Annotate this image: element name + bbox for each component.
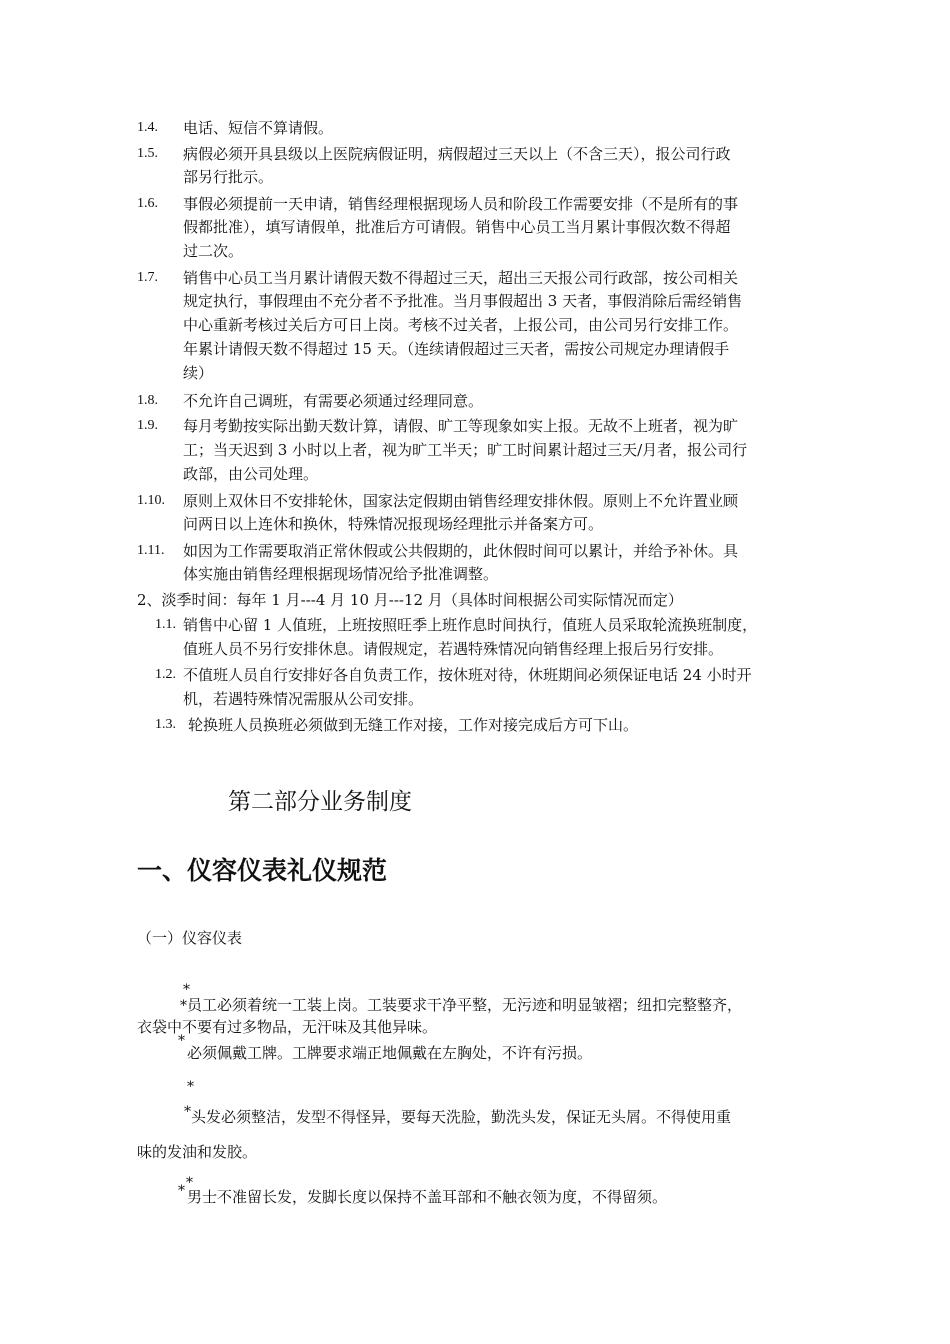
item-text: 工；当天迟到 3 小时以上者，视为旷工半天；旷工时间累计超过三天/月者，报公司行 [183,441,748,459]
chapter-title: 一、仪容仪表礼仪规范 [137,856,388,885]
item-number: 1.7. [137,270,158,285]
rule-text: 员工必须着统一工装上岗。工装要求干净平整，无污迹和明显皱褶；纽扣完整整齐， [187,996,743,1014]
bullet-marker: * [183,982,190,998]
item-text: 机，若遇特殊情况需服从公司安排。 [183,690,424,708]
bullet-marker: * [178,1033,185,1049]
part-title: 第二部分业务制度 [228,789,412,815]
item-text: 事假必须提前一天申请，销售经理根据现场人员和阶段工作需要安排（不是所有的事 [183,195,739,213]
rule-text: 味的发油和发胶。 [137,1143,258,1161]
rule-text: 必须佩戴工牌。工牌要求端正地佩戴在左胸处，不许有污损。 [187,1044,593,1062]
bullet-marker: * [184,1104,191,1120]
item-text: 不允许自己调班，有需要必须通过经理同意。 [183,392,484,410]
item-text: 销售中心留 1 人值班，上班按照旺季上班作息时间执行，值班人员采取轮流换班制度， [183,616,758,634]
item-number: 1.9. [137,418,158,433]
item-text: 原则上双休日不安排轮休，国家法定假期由销售经理安排休假。原则上不允许置业顾 [183,492,739,510]
item-text: 每月考勤按实际出勤天数计算，请假、旷工等现象如实上报。无故不上班者，视为旷 [183,417,739,435]
bullet-marker: * [178,1183,185,1199]
item-text: 值班人员不另行安排休息。请假规定，若遇特殊情况向销售经理上报后另行安排。 [183,640,724,658]
bullet-marker: * [186,1175,193,1191]
item-number: 1.8. [137,393,158,408]
item-text: 续） [183,364,214,382]
rule-text: 男士不准留长发，发脚长度以保持不盖耳部和不触衣领为度，不得留须。 [187,1188,668,1206]
item-text: 销售中心员工当月累计请假天数不得超过三天，超出三天报公司行政部，按公司相关 [183,269,739,287]
item-text: 病假必须开具县级以上医院病假证明，病假超过三天以上（不含三天），报公司行政 [183,145,731,163]
subsection-title: （一）仪容仪表 [137,929,243,947]
item-number: 1.4. [137,120,158,135]
item-number: 1.2. [155,667,176,682]
item-text: 不值班人员自行安排好各自负责工作，按休班对待，休班期间必须保证电话 24 小时开 [183,666,752,684]
item-text: 政部，由公司处理。 [183,465,319,483]
rule-text: 头发必须整洁，发型不得怪异，要每天洗脸，勤洗头发，保证无头屑。不得使用重 [191,1108,732,1126]
rule-text: 衣袋中不要有过多物品，无汗味及其他异味。 [137,1018,438,1036]
section-heading: 2、淡季时间：每年 1 月---4 月 10 月---12 月（具体时间根据公司实际情况而定） [137,591,683,609]
item-text: 规定执行，事假理由不充分者不予批准。当月事假超出 3 天者，事假消除后需经销售 [183,292,743,310]
item-number: 1.6. [137,196,158,211]
item-number: 1.3. [155,717,176,732]
item-text: 中心重新考核过关后方可日上岗。考核不过关者，上报公司，由公司另行安排工作。 [183,316,739,334]
item-text: 电话、短信不算请假。 [183,119,334,137]
item-text: 问两日以上连休和换休，特殊情况报现场经理批示并备案方可。 [183,515,604,533]
bullet-marker: * [180,998,187,1014]
item-number: 1.11. [137,543,165,558]
item-text: 年累计请假天数不得超过 15 天。（连续请假超过三天者，需按公司规定办理请假手 [183,340,730,358]
item-number: 1.10. [137,493,165,508]
item-text: 体实施由销售经理根据现场情况给予批准调整。 [183,565,499,583]
item-text: 如因为工作需要取消正常休假或公共假期的，此休假时间可以累计，并给予补休。具 [183,542,739,560]
item-number: 1.5. [137,146,158,161]
item-text: 部另行批示。 [183,168,274,186]
item-text: 假都批准），填写请假单，批准后方可请假。销售中心员工当月累计事假次数不得超 [183,218,731,236]
item-number: 1.1. [155,617,176,632]
item-text: 过二次。 [183,242,244,260]
bullet-marker: * [187,1079,194,1095]
item-text: 轮换班人员换班必须做到无缝工作对接，工作对接完成后方可下山。 [188,716,639,734]
